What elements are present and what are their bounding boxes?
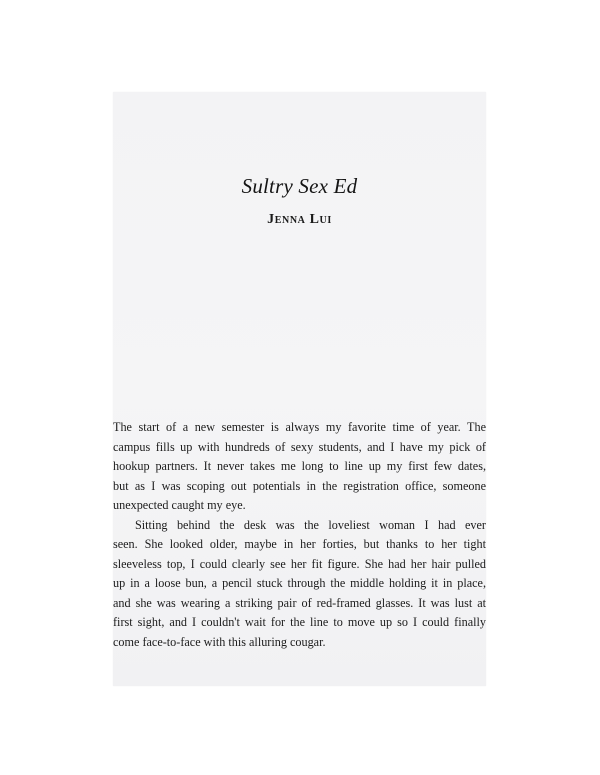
story-author: Jenna Lui	[267, 212, 332, 227]
paragraph-1-line-3: hookup partners. It never takes me long to line up my first few dates,	[113, 459, 486, 473]
paragraph-1-line-1: The start of a new semester is always my favorite time of year. The	[113, 420, 486, 434]
paragraph-2-line-4: up in a loose bun, a pencil stuck through the middle holding it in place,	[113, 576, 486, 590]
paragraph-2-line-6: first sight, and I couldn't wait for the line to move up so I could finally	[113, 615, 486, 629]
paragraph-2-line-5: and she was wearing a striking pair of red-framed glasses. It was lust at	[113, 595, 486, 610]
story-body	[113, 418, 486, 652]
paragraph-1-line-5: unexpected caught my eye.	[113, 498, 246, 512]
paragraph-1-line-2: campus fills up with hundreds of sexy students, and I have my pick of	[113, 439, 486, 454]
paragraph-2-line-2: seen. She looked older, maybe in her forties, but thanks to her tight	[113, 537, 486, 551]
story-title: Sultry Sex Ed	[241, 174, 358, 198]
paragraph-2-line-3: sleeveless top, I could clearly see her fit figure. She had her hair pulled	[113, 556, 486, 571]
book-page	[113, 92, 486, 686]
paragraph-1-line-4: but as I was scoping out potentials in the registration office, someone	[113, 478, 486, 493]
paragraph-2-line-1: Sitting behind the desk was the loveliest woman I had ever	[135, 517, 486, 532]
paragraph-2-line-7: come face-to-face with this alluring cougar.	[113, 634, 326, 649]
